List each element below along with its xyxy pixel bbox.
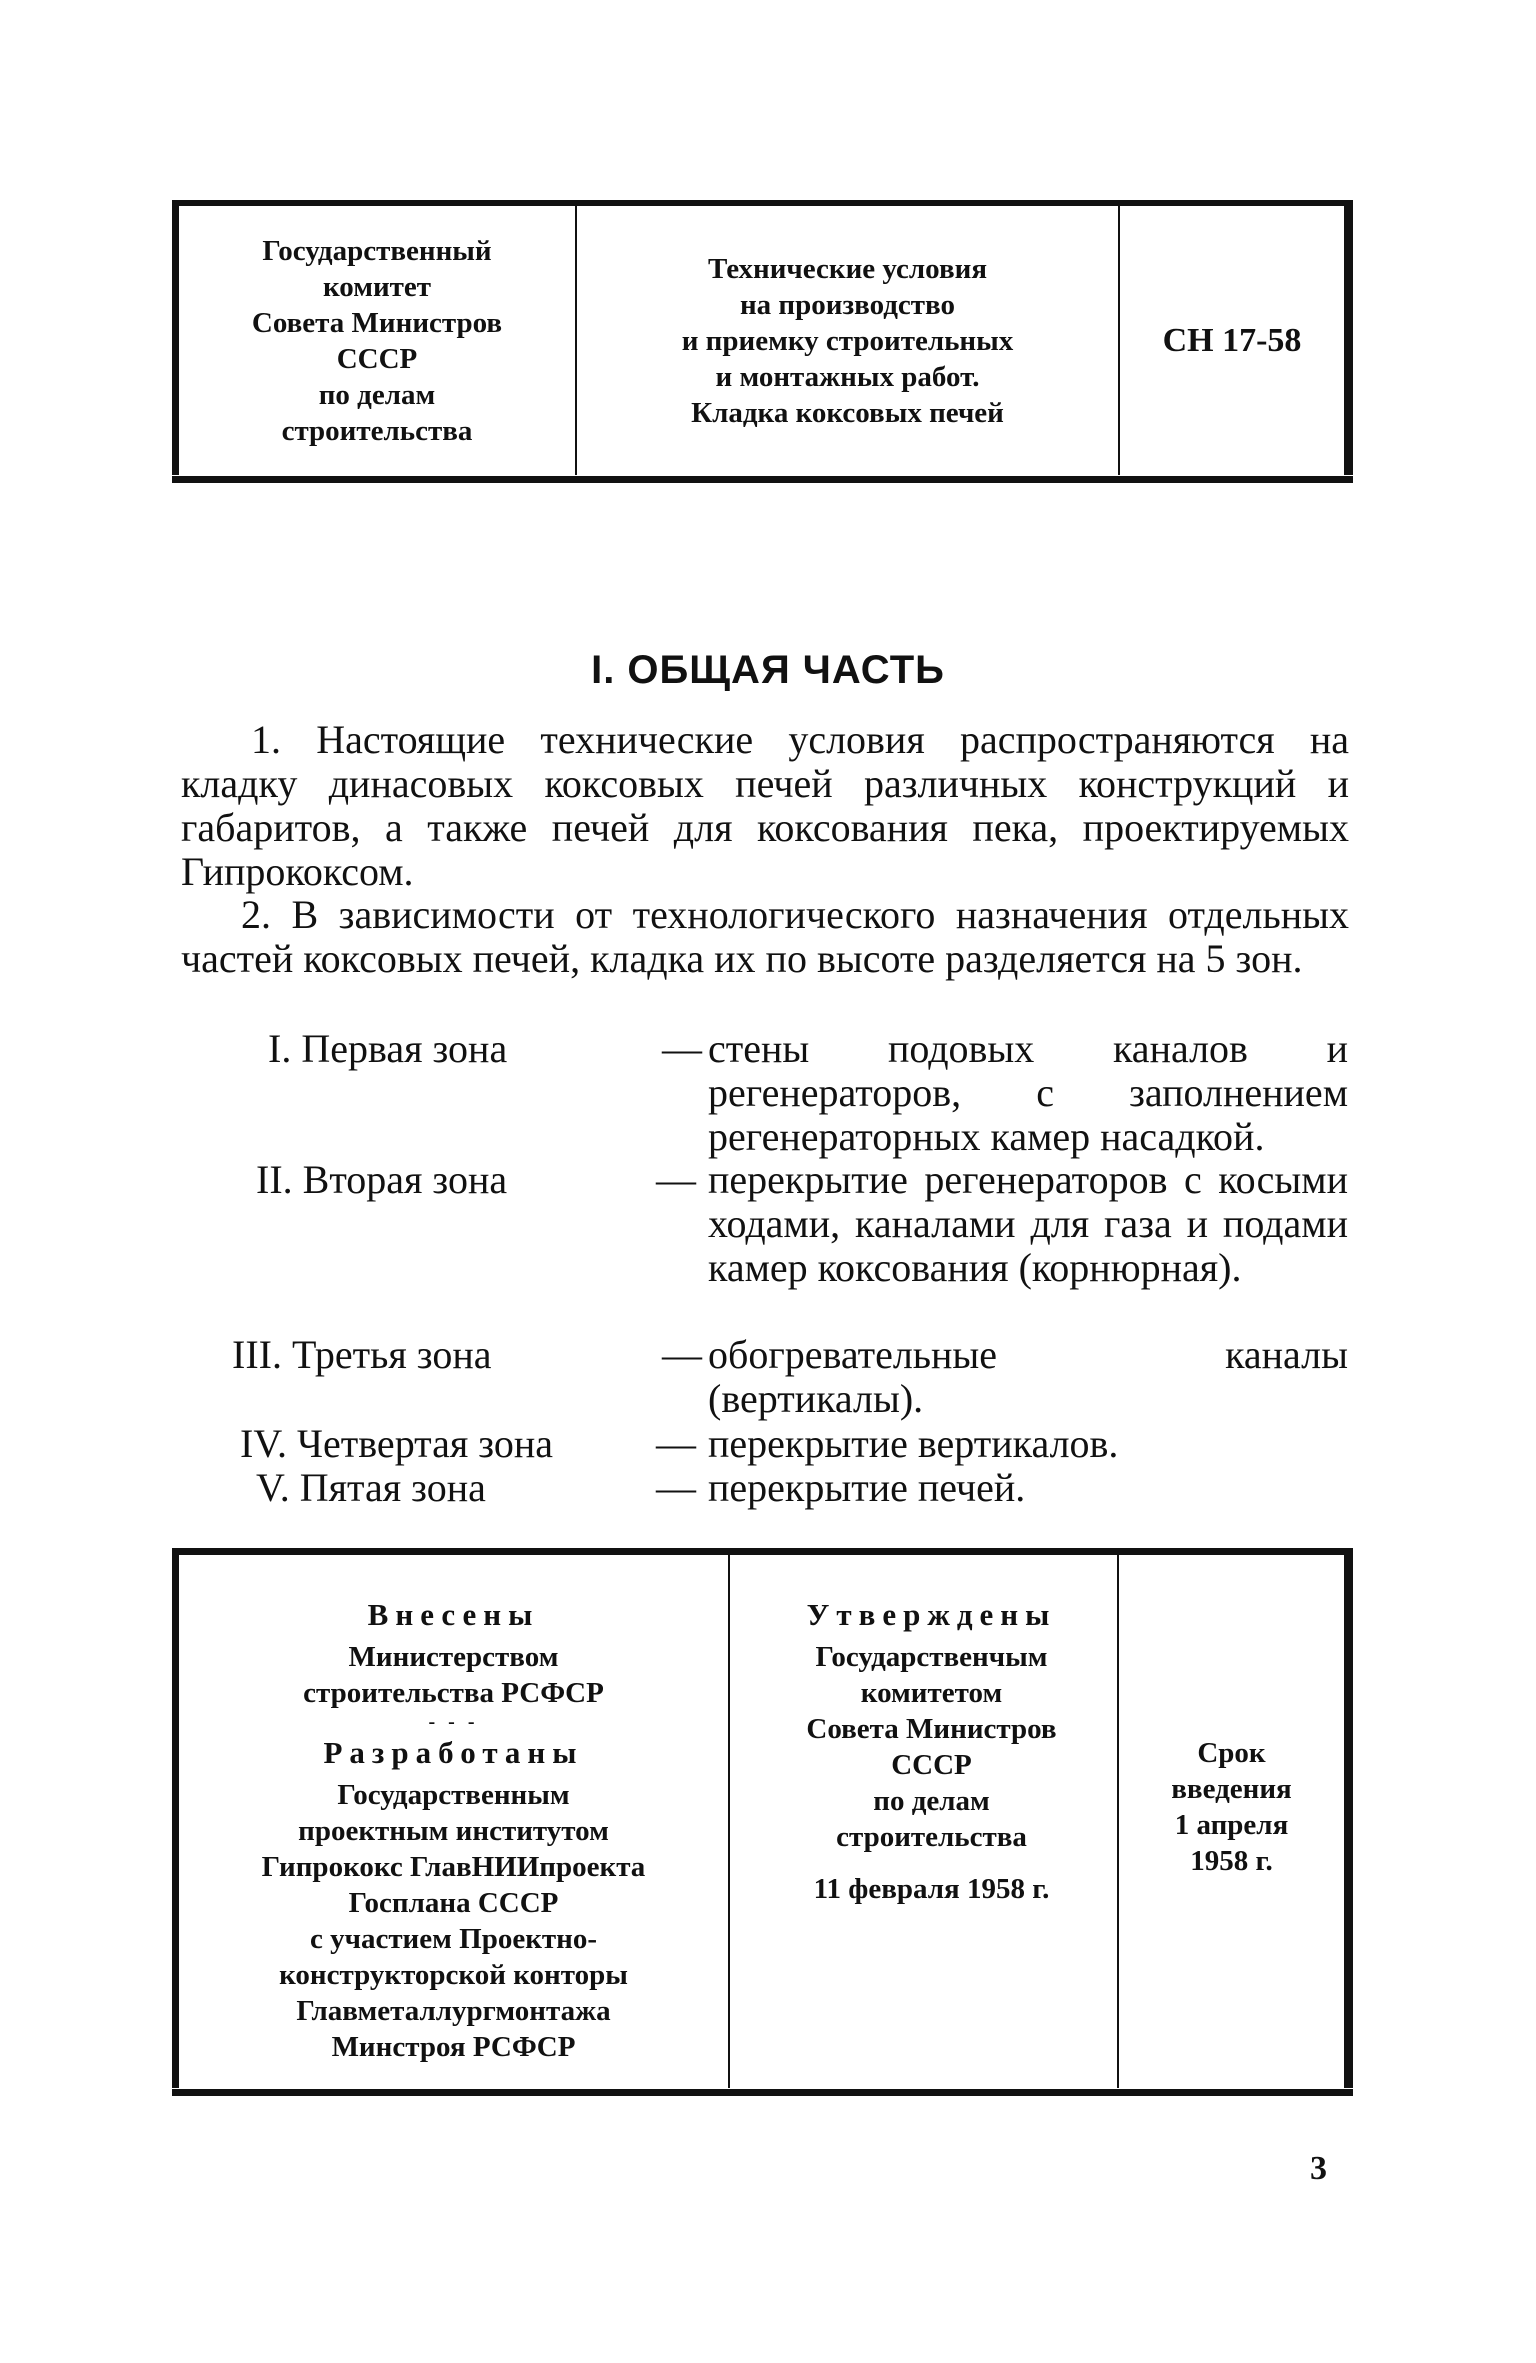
zone-description: перекрытие вертикалов.: [708, 1421, 1119, 1466]
page-number: 3: [1310, 2150, 1327, 2187]
zone-description: обогревательные каналы (вертикалы).: [708, 1332, 1348, 1421]
approved-column: [730, 1555, 1119, 2088]
zone-label: IV. Четвертая зона: [240, 1421, 554, 1466]
introduced-by: Министерством строительства РСФСР: [303, 1641, 604, 1709]
header-document-title: Технические условия на производство и приемку строительных и монтажных работ. Кладка коксовых печей: [577, 206, 1120, 475]
zone-description: стены подовых каналов и регенераторов, с заполнением регенераторных камер насадкой.: [708, 1026, 1348, 1159]
header-document-code: СН 17-58: [1162, 321, 1302, 359]
zone-dash: —: [662, 1026, 702, 1071]
zone-label: II. Вторая зона: [256, 1157, 508, 1202]
zone-dash: —: [656, 1465, 696, 1510]
zone-dash: —: [656, 1421, 696, 1466]
effective-date: Срок введения 1 апреля 1958 г.: [1171, 1737, 1292, 1877]
section-title: I. ОБЩАЯ ЧАСТЬ: [591, 648, 945, 692]
zone-description: перекрытие печей.: [708, 1465, 1026, 1510]
approved-date: 11 февраля 1958 г.: [813, 1873, 1050, 1905]
approval-table: [172, 1548, 1353, 2088]
separator: - - -: [428, 1711, 479, 1733]
paragraph-2: 2. В зависимости от технологического назначения отдельных частей коксовых печей, кладка их по высоте разделяется на 5 зон.: [181, 892, 1349, 981]
zone-label: III. Третья зона: [232, 1332, 492, 1377]
introduced-heading: Внесены: [367, 1597, 540, 1632]
approved-by: Государственчым комитетом Совета Министров СССР по делам строительства: [806, 1641, 1057, 1853]
introduced-developed-column: [179, 1555, 730, 2088]
zone-label: I. Первая зона: [268, 1026, 508, 1071]
header-authority: Государственный комитет Совета Министров СССР по делам строительства: [179, 206, 577, 475]
developed-heading: Разработаны: [323, 1735, 584, 1770]
zone-label: V. Пятая зона: [256, 1465, 486, 1510]
approved-heading: Утверждены: [806, 1597, 1057, 1632]
developed-by: Государственным проектным институтом Гипрококс ГлавНИИпроекта Госплана СССР с участием Проектно- конструкторской конторы Главметаллургмонтажа Минстроя РСФСР: [261, 1779, 646, 2063]
zone-dash: —: [662, 1332, 702, 1377]
zone-dash: —: [656, 1157, 696, 1202]
zone-description: перекрытие регенераторов с косыми ходами, каналами для газа и подами камер коксования (корнюрная).: [708, 1157, 1348, 1290]
paragraph-1: 1. Настоящие технические условия распространяются на кладку динасовых коксовых печей различных конструкций и габаритов, а также печей для коксования пека, проектируемых Гипрококсом.: [181, 717, 1349, 894]
effective-date-column: [1119, 1555, 1344, 2088]
